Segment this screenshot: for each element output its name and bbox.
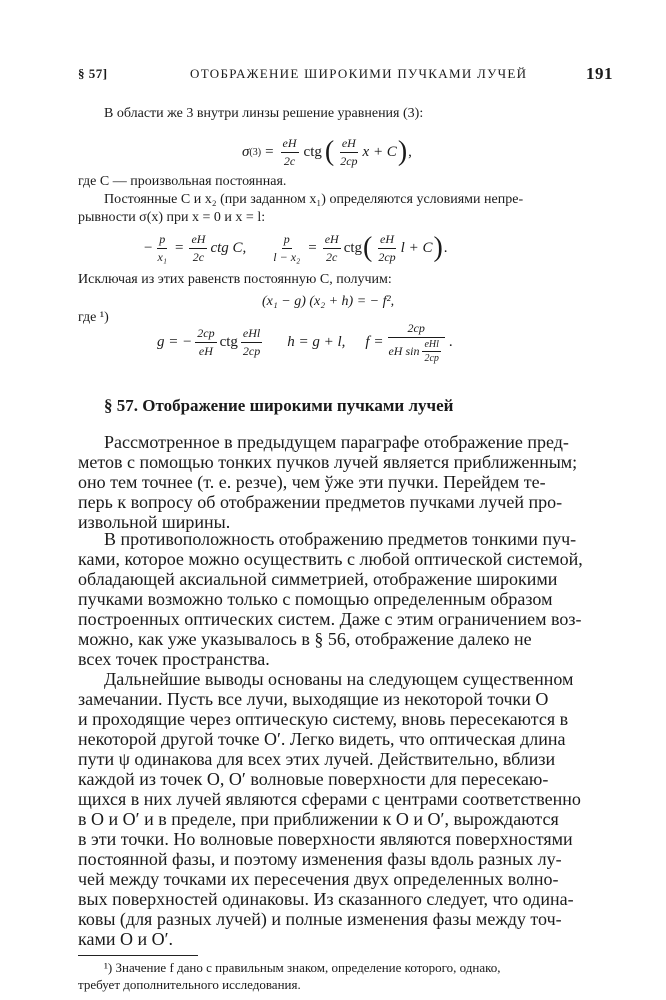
frac-den: 2cp bbox=[242, 343, 261, 358]
frac-p-l-x2 bbox=[271, 232, 302, 265]
frac-num: p bbox=[282, 232, 292, 249]
paren-close: ) bbox=[397, 136, 408, 167]
frac-den: 2c bbox=[283, 153, 296, 168]
section-heading: § 57. Отображение широкими пучками лучей bbox=[104, 396, 454, 415]
frac-den: 2cp bbox=[424, 352, 439, 364]
frac-num: eH bbox=[378, 232, 396, 249]
body-line: извольной ширины. bbox=[78, 512, 231, 532]
h-expr: h = g + l, bbox=[287, 333, 346, 350]
body-line: постоянной фазы, и поэтому изменения фазы вдоль разных лу- bbox=[78, 849, 562, 869]
intro-line-2: где C — произвольная постоянная. bbox=[78, 174, 287, 189]
body-line: щихся в них лучей являются сферами с центрами соответственно bbox=[78, 789, 581, 809]
body-line: ками, которое можно осуществить с любой оптической системой, bbox=[78, 549, 583, 569]
body-line: вых поверхностей одинаковы. Из сказанного следует, что одина- bbox=[78, 889, 574, 909]
sigma-tail: x + C bbox=[362, 143, 397, 160]
body-line: В противоположность отображению предметов тонкими пуч- bbox=[104, 529, 577, 549]
intro-where: где ¹) bbox=[78, 310, 109, 325]
frac-eH-2c bbox=[189, 232, 207, 265]
frac-p-x1 bbox=[155, 232, 169, 265]
frac-num: eHl bbox=[241, 326, 262, 343]
frac-den: x₁ bbox=[157, 249, 167, 264]
frac-den: eH bbox=[198, 343, 213, 358]
frac-eH-2cp bbox=[376, 232, 397, 265]
intro-line-3: Постоянные C и x₂ (при заданном x₁) определяются условиями непре- bbox=[104, 192, 524, 207]
body-line: построенных оптических систем. Даже с этим ограничением воз- bbox=[78, 609, 582, 629]
sigma-sup: (3) bbox=[249, 146, 262, 158]
body-line: замечании. Пусть все лучи, выходящие из некоторой точки O bbox=[78, 689, 549, 709]
body-line: метов с помощью тонких пучков лучей является приближенным; bbox=[78, 452, 578, 472]
f-end: . bbox=[448, 333, 453, 350]
frac-num: 2cp bbox=[195, 326, 216, 343]
body-line: оно тем точнее (т. е. резче), чем ўже эти пучки. Перейдем те- bbox=[78, 472, 546, 492]
body-line: и проходящие через оптическую систему, вновь пересекаются в bbox=[78, 709, 569, 729]
body-line: ковы (для разных лучей) и полные изменения фазы между точ- bbox=[78, 909, 562, 929]
body-line: пучками возможно только с помощью определенным образом bbox=[78, 589, 553, 609]
paren-close: ) bbox=[433, 232, 443, 263]
body-line: перь к вопросу об отображении предметов пучками лучей про- bbox=[78, 492, 563, 512]
frac-num: p bbox=[157, 232, 167, 249]
frac-eHl-2cp-inner bbox=[422, 339, 440, 364]
frac-den: 2c bbox=[192, 249, 205, 264]
body-line: пути ψ одинакова для всех этих лучей. Действительно, вблизи bbox=[78, 749, 556, 769]
formula-product: (x₁ − g) (x₂ + h) = − f², bbox=[262, 294, 395, 309]
header-section-ref: § 57] bbox=[78, 66, 108, 81]
footnote-line-2: требует дополнительного исследования. bbox=[78, 977, 301, 992]
header-title: ОТОБРАЖЕНИЕ ШИРОКИМИ ПУЧКАМИ ЛУЧЕЙ bbox=[190, 66, 528, 81]
formula-continuity bbox=[144, 228, 448, 268]
f-lhs: f = bbox=[365, 333, 384, 350]
body-line: в эти точки. Но волновые поверхности являются поверхностями bbox=[78, 829, 573, 849]
frac-num: 2cp bbox=[388, 321, 445, 338]
intro-line-4: рывности σ(x) при x = 0 и x = l: bbox=[78, 210, 266, 225]
frac-eHl-2cp bbox=[241, 326, 262, 359]
body-line: каждой из точек O, O′ волновые поверхности для пересекаю- bbox=[78, 769, 549, 789]
frac-num: eH bbox=[281, 136, 299, 153]
formula-sigma bbox=[242, 132, 412, 172]
frac-den: 2c bbox=[326, 249, 338, 264]
frac-num: eH bbox=[323, 232, 341, 249]
eq2-end: . bbox=[443, 239, 448, 256]
frac-den: 2cp bbox=[340, 153, 358, 168]
body-line: некоторой другой точке O′. Легко видеть, что оптическая длина bbox=[78, 729, 566, 749]
frac-num: eHl bbox=[424, 338, 439, 350]
formula-ghf bbox=[157, 320, 453, 364]
paren-open: ( bbox=[363, 232, 373, 263]
frac-den: 2cp bbox=[378, 249, 396, 264]
frac-f bbox=[386, 321, 445, 364]
body-line: в O и O′ и в пределе, при приближении к O и O′, вырождаются bbox=[78, 809, 559, 829]
body-line: обладающей аксиальной симметрией, отображение широкими bbox=[78, 569, 558, 589]
body-line: ками O и O′. bbox=[78, 929, 174, 949]
frac-den bbox=[386, 338, 445, 364]
frac-eH-2cp bbox=[338, 136, 359, 169]
body-line: всех точек пространства. bbox=[78, 649, 270, 669]
frac-eH-2c bbox=[281, 136, 299, 169]
eq-sign: = bbox=[174, 239, 184, 256]
sigma-eq: = bbox=[265, 143, 274, 160]
ctg-word: ctg bbox=[219, 333, 238, 350]
body-line: чей между точками их пересечения двух определенных волно- bbox=[78, 869, 559, 889]
eq-sign: = bbox=[308, 239, 317, 256]
g-lhs: g = − bbox=[157, 333, 193, 350]
sigma-end: , bbox=[408, 143, 412, 160]
body-line: Дальнейшие выводы основаны на следующем существенном bbox=[104, 669, 574, 689]
frac-num: eH bbox=[340, 136, 358, 153]
footnote-rule bbox=[78, 955, 198, 956]
intro-line-1: В области же 3 внутри линзы решение уравнения (3): bbox=[104, 106, 424, 121]
frac-den: l − x₂ bbox=[273, 249, 301, 264]
body-line: Рассмотренное в предыдущем параграфе отображение пред- bbox=[104, 432, 569, 452]
eq2-tail: l + C bbox=[400, 239, 433, 256]
ctg-C: ctg C, bbox=[210, 239, 247, 256]
sigma-lhs: σ bbox=[242, 143, 250, 160]
f-den-text: eH sin bbox=[388, 343, 420, 358]
intro-line-5: Исключая из этих равенств постоянную C, получим: bbox=[78, 272, 392, 287]
header-page-number: 191 bbox=[586, 64, 613, 83]
minus-sign: − bbox=[144, 239, 153, 256]
ctg-word: ctg bbox=[303, 143, 322, 160]
body-line: можно, как уже указывалось в § 56, отображение далеко не bbox=[78, 629, 532, 649]
ctg-word: ctg bbox=[343, 239, 363, 256]
frac-eH-2c bbox=[323, 232, 341, 265]
frac-num: eH bbox=[189, 232, 207, 249]
paren-open: ( bbox=[324, 136, 335, 167]
footnote-line-1: ¹) Значение f дано с правильным знаком, определение которого, однако, bbox=[104, 960, 501, 975]
frac-2cp-eH bbox=[195, 326, 216, 359]
